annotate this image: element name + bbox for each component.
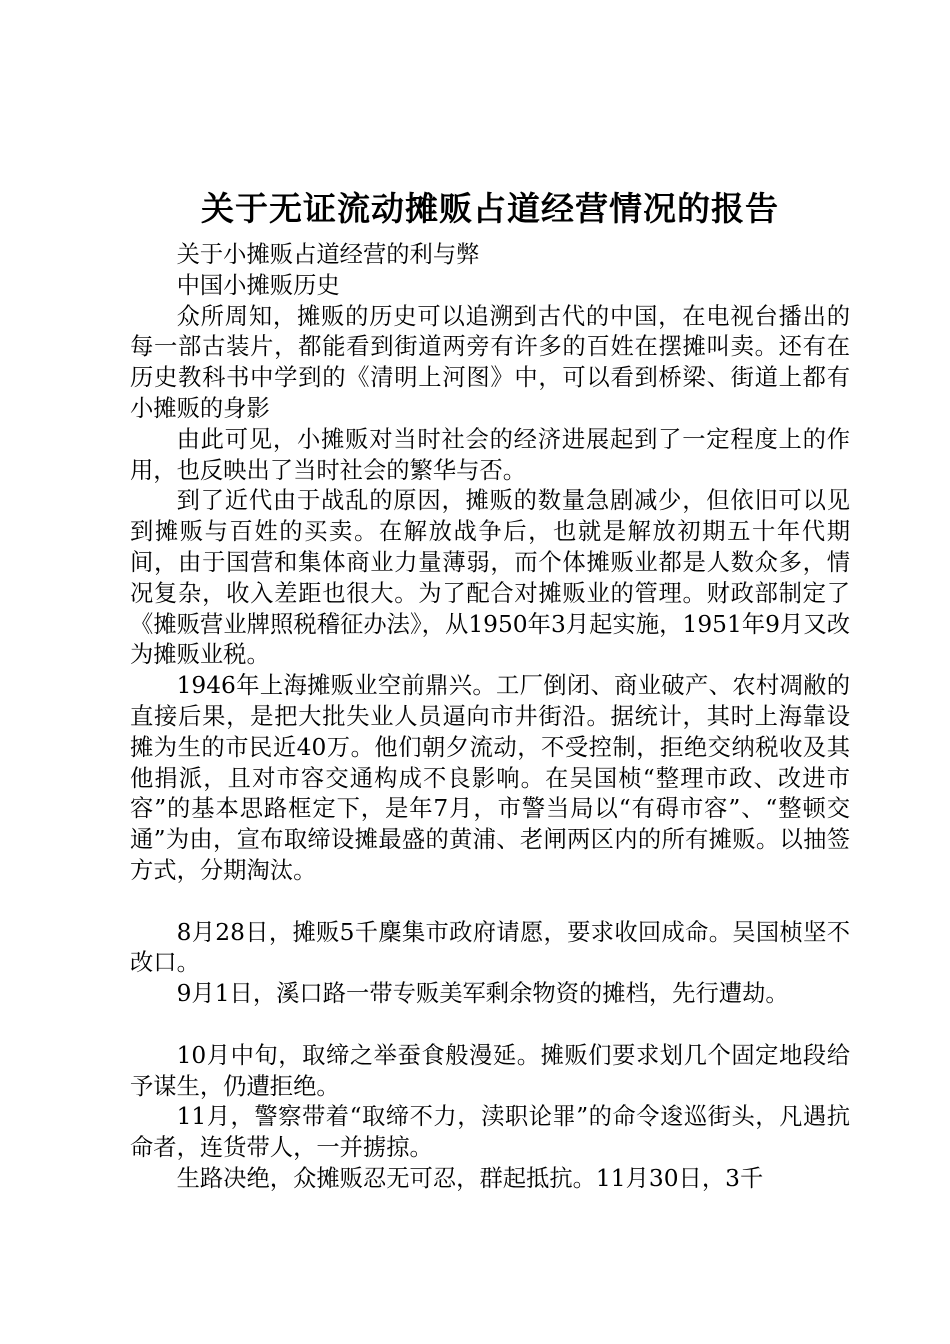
paragraph-section-heading: 中国小摊贩历史 — [176, 271, 340, 299]
paragraph-economic-role: 由此可见，小摊贩对当时社会的经济进展起到了一定程度上的作用，也反映出了当时社会的繁华与否。 — [130, 425, 850, 484]
paragraph-modern-era: 到了近代由于战乱的原因，摊贩的数量急剧减少，但依旧可以见到摊贩与百姓的买卖。在解放战争后，也就是解放初期五十年代期间，由于国营和集体商业力量薄弱，而个体摊贩业都是人数众多，情况复杂，收入差距也很大。为了配合对摊贩业的管理。财政部制定了《摊贩营业牌照税稽征办法》，从1950年3月起实施，1951年9月又改为摊贩业税。 — [130, 487, 850, 669]
paragraph-august-28: 8月28日，摊贩5千麇集市政府请愿，要求收回成命。吴国桢坚不改口。 — [130, 918, 850, 977]
paragraph-september-1: 9月1日，溪口路一带专贩美军剩余物资的摊档，先行遭劫。 — [176, 980, 789, 1008]
paragraph-subtitle: 关于小摊贩占道经营的利与弊 — [176, 241, 480, 268]
document-title: 关于无证流动摊贩占道经营情况的报告 — [201, 189, 779, 228]
paragraph-shanghai-1946: 1946年上海摊贩业空前鼎兴。工厂倒闭、商业破产、农村凋敝的直接后果，是把大批失业人员逼向市井街沿。据统计，其时上海靠设摊为生的市民近40万。他们朝夕流动，不受控制，拒绝交纳税收及其他捐派，且对市容交通构成不良影响。在吴国桢“整理市政、改进市容”的基本思路框定下，是年7月，市警当局以“有碍市容”、“整顿交通”为由，宣布取缔设摊最盛的黄浦、老闸两区内的所有摊贩。以抽签方式，分期淘汰。 — [130, 672, 850, 884]
paragraph-ancient-history: 众所周知，摊贩的历史可以追溯到古代的中国，在电视台播出的每一部古装片，都能看到街道两旁有许多的百姓在摆摊叫卖。还有在历史教科书中学到的《清明上河图》中，可以看到桥梁、街道上都有小摊贩的身影 — [130, 302, 850, 422]
paragraph-october: 10月中旬，取缔之举蚕食般漫延。摊贩们要求划几个固定地段给予谋生，仍遭拒绝。 — [130, 1041, 850, 1100]
document-page — [130, 186, 850, 1195]
paragraph-resistance: 生路决绝，众摊贩忍无可忍，群起抵抗。11月30日，3千 — [176, 1164, 764, 1192]
paragraph-november: 11月，警察带着“取缔不力，渎职论罪”的命令逡巡街头，凡遇抗命者，连货带人，一并掳掠。 — [130, 1103, 850, 1162]
